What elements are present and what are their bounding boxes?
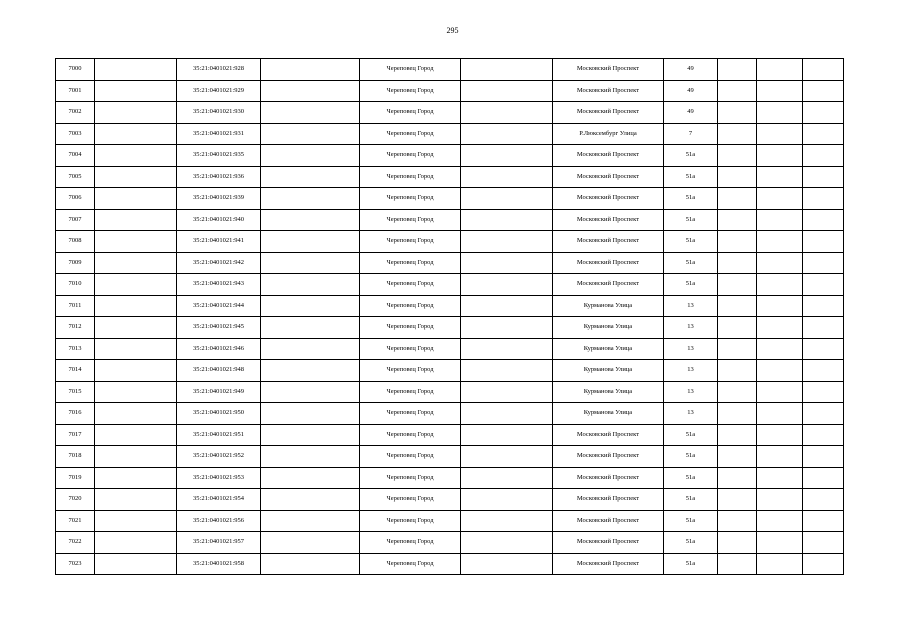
table-row	[56, 553, 844, 575]
cadastral-number: 35:21:0401021:946	[177, 338, 261, 360]
empty-cell	[718, 489, 757, 511]
city-name: Череповец Город	[360, 553, 461, 575]
table-row	[56, 188, 844, 210]
city-name: Череповец Город	[360, 360, 461, 382]
table-row	[56, 209, 844, 231]
empty-cell	[718, 446, 757, 468]
row-number: 7014	[56, 360, 95, 382]
cadastral-number: 35:21:0401021:929	[177, 80, 261, 102]
cadastral-number: 35:21:0401021:936	[177, 166, 261, 188]
street-name: Московский Проспект	[553, 274, 664, 296]
house-number: 13	[664, 338, 718, 360]
house-number: 49	[664, 102, 718, 124]
cadastral-number: 35:21:0401021:931	[177, 123, 261, 145]
empty-cell	[757, 510, 803, 532]
house-number: 51а	[664, 209, 718, 231]
empty-cell	[261, 532, 360, 554]
empty-cell	[803, 381, 844, 403]
row-number: 7022	[56, 532, 95, 554]
street-name: Курманова Улица	[553, 360, 664, 382]
empty-cell	[95, 360, 177, 382]
empty-cell	[803, 489, 844, 511]
cadastral-number: 35:21:0401021:943	[177, 274, 261, 296]
row-number: 7003	[56, 123, 95, 145]
cadastral-number: 35:21:0401021:939	[177, 188, 261, 210]
house-number: 13	[664, 317, 718, 339]
empty-cell	[757, 274, 803, 296]
empty-cell	[718, 360, 757, 382]
empty-cell	[757, 553, 803, 575]
empty-cell	[261, 209, 360, 231]
empty-cell	[803, 446, 844, 468]
empty-cell	[261, 510, 360, 532]
empty-cell	[461, 403, 553, 425]
empty-cell	[95, 123, 177, 145]
street-name: Московский Проспект	[553, 145, 664, 167]
empty-cell	[461, 274, 553, 296]
city-name: Череповец Город	[360, 231, 461, 253]
cadastral-number: 35:21:0401021:944	[177, 295, 261, 317]
empty-cell	[261, 274, 360, 296]
empty-cell	[95, 510, 177, 532]
street-name: Курманова Улица	[553, 381, 664, 403]
empty-cell	[718, 424, 757, 446]
empty-cell	[757, 295, 803, 317]
empty-cell	[461, 188, 553, 210]
table-row	[56, 231, 844, 253]
empty-cell	[803, 338, 844, 360]
empty-cell	[261, 467, 360, 489]
row-number: 7007	[56, 209, 95, 231]
empty-cell	[803, 317, 844, 339]
page-number: 295	[446, 26, 459, 35]
city-name: Череповец Город	[360, 59, 461, 81]
empty-cell	[461, 381, 553, 403]
empty-cell	[803, 102, 844, 124]
empty-cell	[461, 360, 553, 382]
empty-cell	[461, 252, 553, 274]
house-number: 13	[664, 295, 718, 317]
row-number: 7013	[56, 338, 95, 360]
empty-cell	[261, 252, 360, 274]
empty-cell	[461, 467, 553, 489]
table-row	[56, 360, 844, 382]
empty-cell	[718, 532, 757, 554]
empty-cell	[95, 424, 177, 446]
house-number: 13	[664, 403, 718, 425]
street-name: Московский Проспект	[553, 489, 664, 511]
empty-cell	[757, 59, 803, 81]
house-number: 51а	[664, 446, 718, 468]
cadastral-number: 35:21:0401021:951	[177, 424, 261, 446]
empty-cell	[461, 553, 553, 575]
city-name: Череповец Город	[360, 166, 461, 188]
empty-cell	[757, 424, 803, 446]
empty-cell	[803, 209, 844, 231]
empty-cell	[718, 274, 757, 296]
row-number: 7006	[56, 188, 95, 210]
empty-cell	[95, 231, 177, 253]
city-name: Череповец Город	[360, 532, 461, 554]
house-number: 51а	[664, 145, 718, 167]
empty-cell	[803, 295, 844, 317]
empty-cell	[718, 381, 757, 403]
city-name: Череповец Город	[360, 295, 461, 317]
street-name: Московский Проспект	[553, 80, 664, 102]
house-number: 51а	[664, 532, 718, 554]
row-number: 7016	[56, 403, 95, 425]
empty-cell	[261, 424, 360, 446]
house-number: 49	[664, 59, 718, 81]
empty-cell	[95, 166, 177, 188]
empty-cell	[261, 317, 360, 339]
house-number: 49	[664, 80, 718, 102]
empty-cell	[757, 252, 803, 274]
empty-cell	[718, 553, 757, 575]
empty-cell	[461, 510, 553, 532]
city-name: Череповец Город	[360, 338, 461, 360]
house-number: 51а	[664, 424, 718, 446]
table-row	[56, 338, 844, 360]
empty-cell	[803, 424, 844, 446]
empty-cell	[95, 274, 177, 296]
empty-cell	[718, 123, 757, 145]
city-name: Череповец Город	[360, 317, 461, 339]
empty-cell	[461, 532, 553, 554]
empty-cell	[757, 338, 803, 360]
table-row	[56, 274, 844, 296]
house-number: 13	[664, 360, 718, 382]
empty-cell	[461, 446, 553, 468]
empty-cell	[757, 317, 803, 339]
empty-cell	[718, 403, 757, 425]
empty-cell	[261, 80, 360, 102]
table-row	[56, 317, 844, 339]
empty-cell	[757, 102, 803, 124]
table-row	[56, 381, 844, 403]
street-name: Московский Проспект	[553, 252, 664, 274]
city-name: Череповец Город	[360, 123, 461, 145]
city-name: Череповец Город	[360, 424, 461, 446]
empty-cell	[757, 231, 803, 253]
row-number: 7008	[56, 231, 95, 253]
row-number: 7011	[56, 295, 95, 317]
cadastral-number: 35:21:0401021:954	[177, 489, 261, 511]
street-name: Курманова Улица	[553, 338, 664, 360]
street-name: Р.Люксембург Улица	[553, 123, 664, 145]
house-number: 51а	[664, 510, 718, 532]
empty-cell	[803, 166, 844, 188]
street-name: Московский Проспект	[553, 209, 664, 231]
empty-cell	[95, 532, 177, 554]
cadastral-number: 35:21:0401021:957	[177, 532, 261, 554]
cadastral-number: 35:21:0401021:941	[177, 231, 261, 253]
empty-cell	[95, 80, 177, 102]
empty-cell	[261, 381, 360, 403]
table-row	[56, 424, 844, 446]
city-name: Череповец Город	[360, 446, 461, 468]
house-number: 51а	[664, 553, 718, 575]
empty-cell	[261, 59, 360, 81]
empty-cell	[757, 123, 803, 145]
empty-cell	[461, 424, 553, 446]
empty-cell	[95, 467, 177, 489]
table-row	[56, 489, 844, 511]
empty-cell	[803, 231, 844, 253]
street-name: Московский Проспект	[553, 446, 664, 468]
city-name: Череповец Город	[360, 145, 461, 167]
street-name: Московский Проспект	[553, 467, 664, 489]
empty-cell	[757, 166, 803, 188]
empty-cell	[718, 145, 757, 167]
empty-cell	[757, 446, 803, 468]
street-name: Московский Проспект	[553, 510, 664, 532]
row-number: 7019	[56, 467, 95, 489]
cadastral-number: 35:21:0401021:956	[177, 510, 261, 532]
empty-cell	[803, 274, 844, 296]
house-number: 51а	[664, 231, 718, 253]
empty-cell	[261, 145, 360, 167]
empty-cell	[95, 403, 177, 425]
empty-cell	[718, 209, 757, 231]
table-row	[56, 80, 844, 102]
empty-cell	[803, 360, 844, 382]
empty-cell	[757, 188, 803, 210]
cadastral-number: 35:21:0401021:940	[177, 209, 261, 231]
empty-cell	[95, 317, 177, 339]
empty-cell	[803, 123, 844, 145]
empty-cell	[95, 59, 177, 81]
empty-cell	[718, 188, 757, 210]
empty-cell	[95, 489, 177, 511]
row-number: 7005	[56, 166, 95, 188]
empty-cell	[95, 102, 177, 124]
empty-cell	[718, 338, 757, 360]
empty-cell	[95, 145, 177, 167]
empty-cell	[718, 231, 757, 253]
registry-table-body	[56, 59, 844, 575]
empty-cell	[757, 403, 803, 425]
street-name: Московский Проспект	[553, 231, 664, 253]
empty-cell	[718, 252, 757, 274]
house-number: 51а	[664, 252, 718, 274]
cadastral-number: 35:21:0401021:942	[177, 252, 261, 274]
street-name: Курманова Улица	[553, 403, 664, 425]
empty-cell	[803, 188, 844, 210]
empty-cell	[461, 123, 553, 145]
house-number: 51а	[664, 467, 718, 489]
empty-cell	[461, 489, 553, 511]
table-row	[56, 252, 844, 274]
table-row	[56, 510, 844, 532]
row-number: 7004	[56, 145, 95, 167]
cadastral-number: 35:21:0401021:950	[177, 403, 261, 425]
empty-cell	[461, 231, 553, 253]
registry-table	[55, 58, 844, 575]
empty-cell	[461, 59, 553, 81]
city-name: Череповец Город	[360, 274, 461, 296]
house-number: 51а	[664, 274, 718, 296]
house-number: 51а	[664, 166, 718, 188]
street-name: Московский Проспект	[553, 102, 664, 124]
empty-cell	[718, 166, 757, 188]
row-number: 7000	[56, 59, 95, 81]
house-number: 51а	[664, 188, 718, 210]
empty-cell	[261, 295, 360, 317]
city-name: Череповец Город	[360, 467, 461, 489]
table-row	[56, 166, 844, 188]
cadastral-number: 35:21:0401021:952	[177, 446, 261, 468]
cadastral-number: 35:21:0401021:958	[177, 553, 261, 575]
empty-cell	[718, 467, 757, 489]
street-name: Московский Проспект	[553, 424, 664, 446]
empty-cell	[261, 446, 360, 468]
row-number: 7020	[56, 489, 95, 511]
row-number: 7001	[56, 80, 95, 102]
row-number: 7012	[56, 317, 95, 339]
city-name: Череповец Город	[360, 252, 461, 274]
empty-cell	[261, 166, 360, 188]
row-number: 7023	[56, 553, 95, 575]
empty-cell	[461, 80, 553, 102]
empty-cell	[261, 102, 360, 124]
empty-cell	[95, 209, 177, 231]
empty-cell	[261, 188, 360, 210]
empty-cell	[261, 403, 360, 425]
table-row	[56, 295, 844, 317]
row-number: 7021	[56, 510, 95, 532]
empty-cell	[757, 489, 803, 511]
table-row	[56, 532, 844, 554]
empty-cell	[261, 489, 360, 511]
table-row	[56, 59, 844, 81]
empty-cell	[718, 317, 757, 339]
empty-cell	[803, 59, 844, 81]
house-number: 13	[664, 381, 718, 403]
city-name: Череповец Город	[360, 381, 461, 403]
empty-cell	[757, 381, 803, 403]
empty-cell	[461, 338, 553, 360]
empty-cell	[718, 295, 757, 317]
empty-cell	[95, 381, 177, 403]
empty-cell	[803, 252, 844, 274]
empty-cell	[757, 145, 803, 167]
street-name: Московский Проспект	[553, 59, 664, 81]
empty-cell	[461, 102, 553, 124]
cadastral-number: 35:21:0401021:930	[177, 102, 261, 124]
empty-cell	[757, 467, 803, 489]
empty-cell	[95, 446, 177, 468]
street-name: Московский Проспект	[553, 166, 664, 188]
city-name: Череповец Город	[360, 188, 461, 210]
cadastral-number: 35:21:0401021:949	[177, 381, 261, 403]
city-name: Череповец Город	[360, 80, 461, 102]
empty-cell	[757, 532, 803, 554]
row-number: 7002	[56, 102, 95, 124]
empty-cell	[803, 532, 844, 554]
table-row	[56, 123, 844, 145]
empty-cell	[718, 510, 757, 532]
cadastral-number: 35:21:0401021:935	[177, 145, 261, 167]
row-number: 7015	[56, 381, 95, 403]
empty-cell	[757, 360, 803, 382]
empty-cell	[261, 553, 360, 575]
empty-cell	[95, 295, 177, 317]
empty-cell	[718, 59, 757, 81]
table-row	[56, 102, 844, 124]
cadastral-number: 35:21:0401021:928	[177, 59, 261, 81]
table-row	[56, 145, 844, 167]
row-number: 7017	[56, 424, 95, 446]
table-row	[56, 467, 844, 489]
street-name: Курманова Улица	[553, 295, 664, 317]
empty-cell	[718, 102, 757, 124]
empty-cell	[718, 80, 757, 102]
street-name: Московский Проспект	[553, 188, 664, 210]
empty-cell	[757, 209, 803, 231]
city-name: Череповец Город	[360, 489, 461, 511]
house-number: 7	[664, 123, 718, 145]
city-name: Череповец Город	[360, 510, 461, 532]
empty-cell	[95, 252, 177, 274]
street-name: Курманова Улица	[553, 317, 664, 339]
empty-cell	[461, 209, 553, 231]
empty-cell	[803, 553, 844, 575]
empty-cell	[261, 231, 360, 253]
street-name: Московский Проспект	[553, 553, 664, 575]
row-number: 7018	[56, 446, 95, 468]
empty-cell	[95, 338, 177, 360]
cadastral-number: 35:21:0401021:945	[177, 317, 261, 339]
empty-cell	[803, 145, 844, 167]
empty-cell	[261, 123, 360, 145]
empty-cell	[95, 553, 177, 575]
row-number: 7009	[56, 252, 95, 274]
city-name: Череповец Город	[360, 209, 461, 231]
empty-cell	[803, 467, 844, 489]
empty-cell	[803, 510, 844, 532]
table-row	[56, 446, 844, 468]
table-row	[56, 403, 844, 425]
empty-cell	[261, 338, 360, 360]
street-name: Московский Проспект	[553, 532, 664, 554]
empty-cell	[803, 403, 844, 425]
empty-cell	[261, 360, 360, 382]
empty-cell	[95, 188, 177, 210]
empty-cell	[461, 295, 553, 317]
empty-cell	[461, 145, 553, 167]
city-name: Череповец Город	[360, 403, 461, 425]
house-number: 51а	[664, 489, 718, 511]
empty-cell	[757, 80, 803, 102]
empty-cell	[461, 166, 553, 188]
cadastral-number: 35:21:0401021:953	[177, 467, 261, 489]
city-name: Череповец Город	[360, 102, 461, 124]
empty-cell	[803, 80, 844, 102]
empty-cell	[461, 317, 553, 339]
cadastral-number: 35:21:0401021:948	[177, 360, 261, 382]
row-number: 7010	[56, 274, 95, 296]
